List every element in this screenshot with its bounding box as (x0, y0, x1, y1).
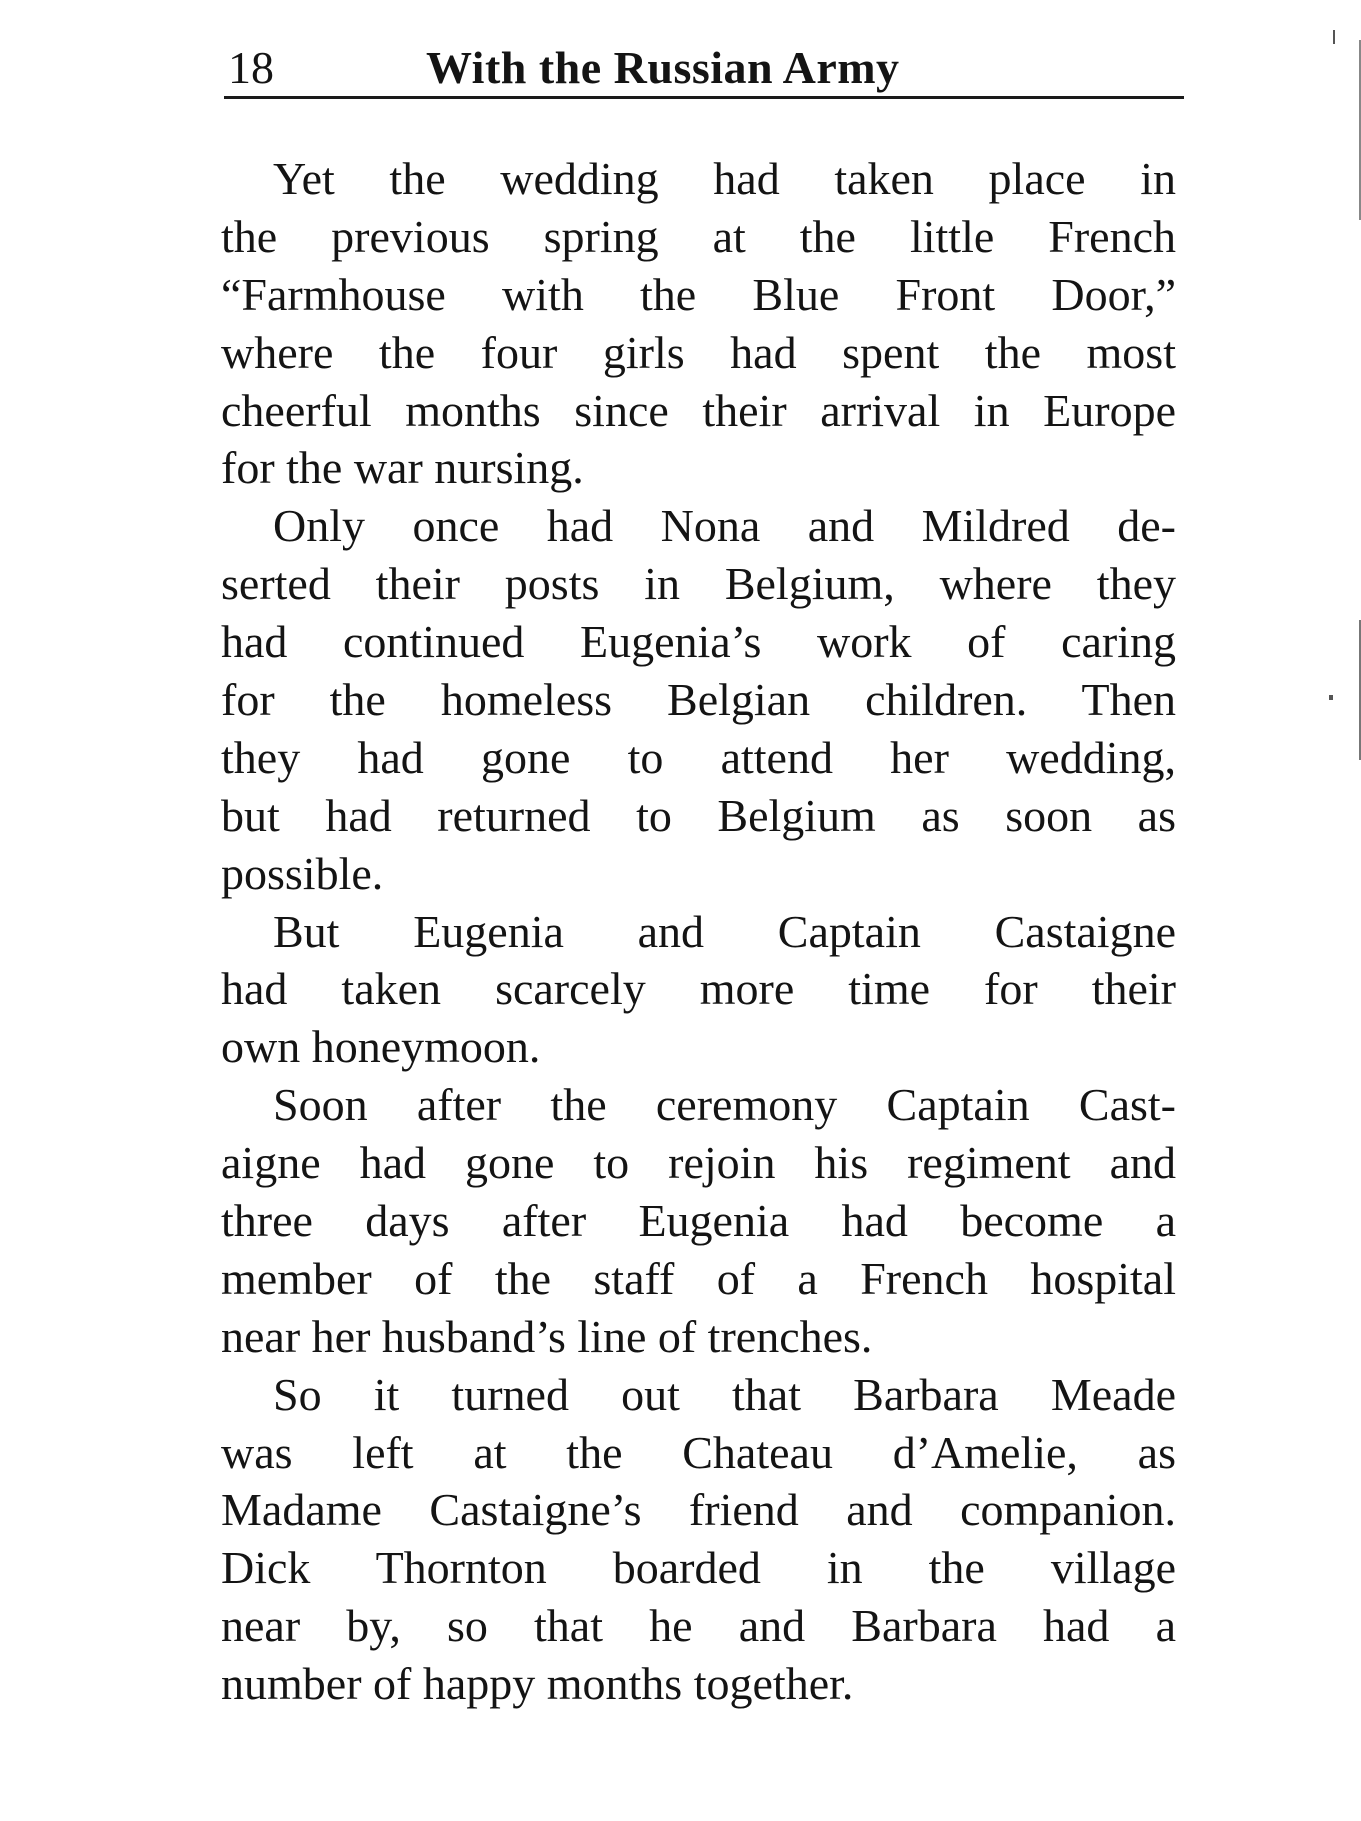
running-head: With the Russian Army (426, 42, 900, 93)
text-line: Dick Thornton boarded in the village (221, 1542, 1176, 1594)
text-line: Only once had Nona and Mildred de- (273, 500, 1176, 552)
text-line: member of the staff of a French hospital (221, 1252, 1176, 1304)
page-header (226, 36, 1184, 102)
text-line: Yet the wedding had taken place in (273, 153, 1176, 204)
text-line: near her husband’s line of trenches. (221, 1310, 873, 1362)
text-line: But Eugenia and Captain Castaigne (273, 905, 1176, 957)
text-line: aigne had gone to rejoin his regiment and (221, 1137, 1176, 1189)
text-line: “Farmhouse with the Blue Front Door,” (221, 268, 1176, 320)
text-line: Soon after the ceremony Captain Cast- (273, 1079, 1176, 1131)
header-rule (224, 96, 1184, 99)
text-line: Madame Castaigne’s friend and companion. (221, 1484, 1176, 1536)
text-line: was left at the Chateau d’Amelie, as (221, 1426, 1176, 1478)
text-line: cheerful months since their arrival in Europe (221, 384, 1176, 436)
body-text (221, 150, 1176, 1713)
text-line: the previous spring at the little French (221, 210, 1176, 262)
text-line: had taken scarcely more time for their (221, 963, 1176, 1015)
text-line: they had gone to attend her wedding, (221, 731, 1176, 783)
page-number: 18 (228, 42, 274, 93)
text-line: for the homeless Belgian children. Then (221, 674, 1176, 726)
text-line: had continued Eugenia’s work of caring (221, 616, 1176, 668)
text-line: near by, so that he and Barbara had a (221, 1600, 1176, 1652)
text-line: own honeymoon. (221, 1021, 541, 1073)
scan-speck (1333, 30, 1335, 44)
text-line: for the war nursing. (221, 442, 584, 494)
text-line: but had returned to Belgium as soon as (221, 789, 1176, 841)
text-line: three days after Eugenia had become a (221, 1195, 1176, 1247)
scan-edge-marks (1281, 0, 1361, 1821)
text-line: So it turned out that Barbara Meade (273, 1368, 1176, 1420)
text-line: serted their posts in Belgium, where they (221, 558, 1176, 610)
scan-speck (1329, 695, 1333, 700)
text-line: where the four girls had spent the most (221, 326, 1176, 378)
text-line: number of happy months together. (221, 1658, 854, 1710)
text-line: possible. (221, 847, 384, 899)
